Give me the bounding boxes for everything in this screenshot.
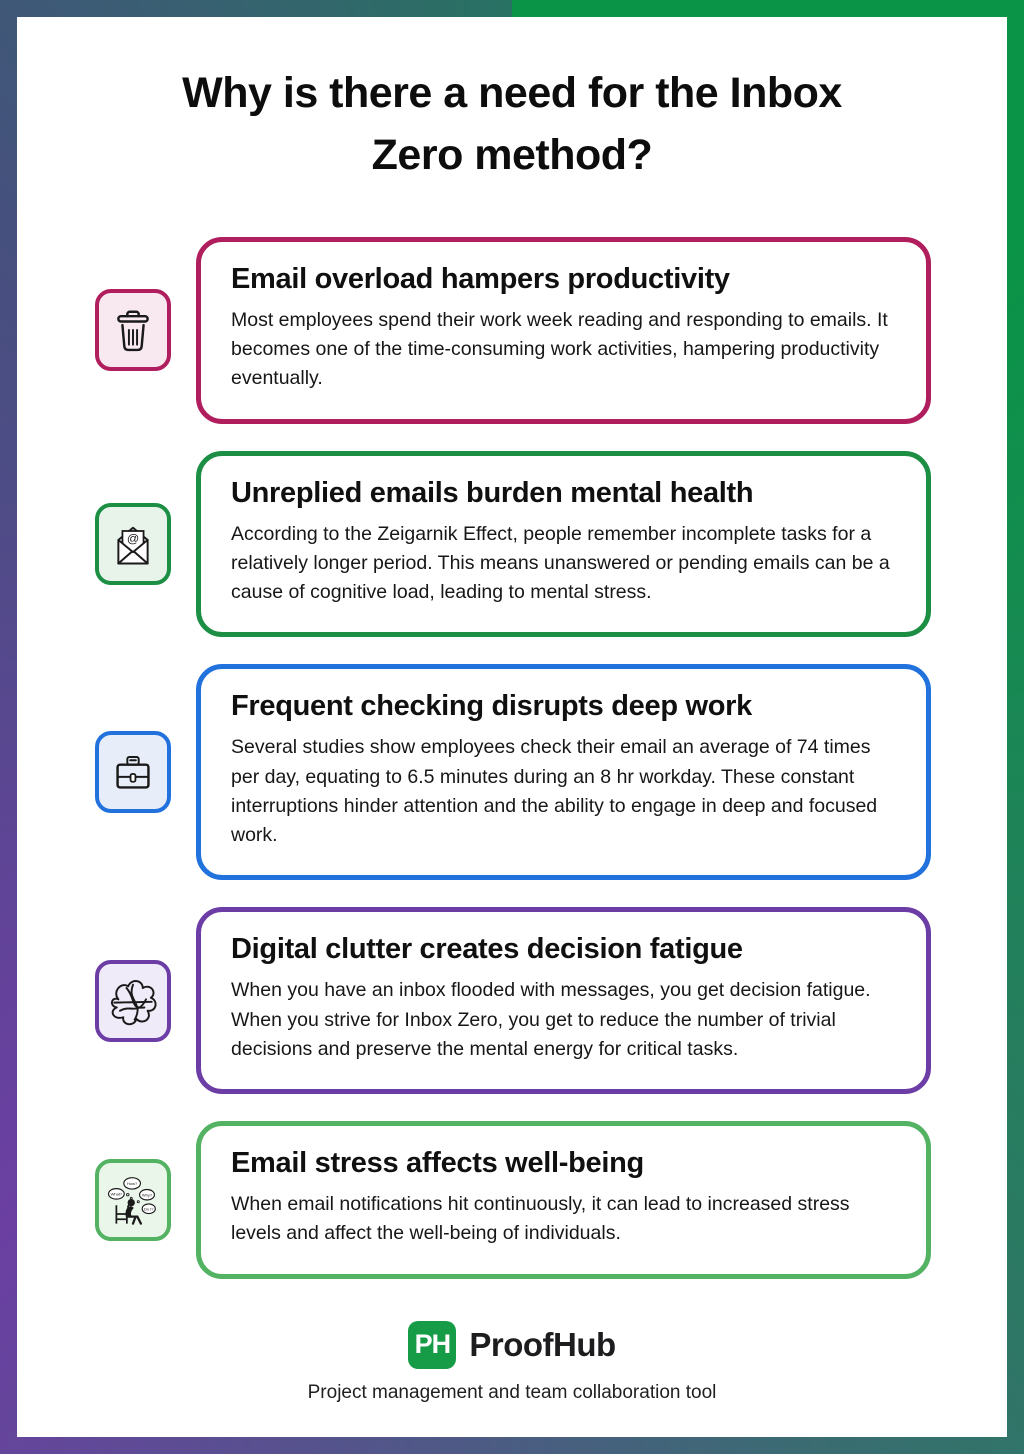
open-email-icon-tile bbox=[95, 503, 171, 585]
card-email-overload bbox=[196, 237, 931, 424]
tangle-icon bbox=[107, 975, 159, 1027]
card-title: Frequent checking disrupts deep work bbox=[231, 690, 752, 723]
proofhub-logo-icon: PH bbox=[408, 1321, 456, 1369]
stressed-person-icon-tile bbox=[95, 1159, 171, 1241]
card-row-unreplied-emails bbox=[95, 451, 931, 638]
card-row-email-overload bbox=[95, 237, 931, 424]
card-email-stress bbox=[196, 1121, 931, 1279]
svg-text:What?: What? bbox=[110, 1191, 123, 1197]
trash-icon bbox=[107, 304, 159, 356]
card-unreplied-emails bbox=[196, 451, 931, 638]
brand-name: ProofHub bbox=[469, 1325, 616, 1363]
card-row-email-stress bbox=[95, 1121, 931, 1279]
open-email-icon bbox=[107, 518, 159, 570]
svg-text:@: @ bbox=[126, 531, 140, 546]
card-body: Several studies show employees check their email an average of 74 times per day, equating to 6.5 minutes during an 8 hr workday. These constant interruptions hinder attention and the ability to engage in deep and focused work. bbox=[231, 736, 878, 847]
card-digital-clutter bbox=[196, 907, 931, 1094]
stressed-person-icon bbox=[105, 1172, 161, 1228]
card-body: When email notifications hit continuously, it can lead to increased stress levels and affect the well-being of individuals. bbox=[231, 1193, 850, 1245]
page-title-line1: Why is there a need for the Inbox bbox=[182, 69, 842, 117]
card-title: Email stress affects well-being bbox=[231, 1147, 644, 1180]
svg-text:Why?: Why? bbox=[141, 1192, 153, 1198]
tangle-icon-tile bbox=[95, 960, 171, 1042]
trash-icon-tile bbox=[95, 289, 171, 371]
svg-text:How?: How? bbox=[126, 1180, 138, 1186]
briefcase-icon bbox=[107, 746, 159, 798]
card-title: Digital clutter creates decision fatigue bbox=[231, 933, 743, 966]
card-title: Email overload hampers productivity bbox=[231, 262, 730, 295]
svg-text:Do I?: Do I? bbox=[143, 1206, 154, 1212]
proofhub-logo bbox=[408, 1321, 615, 1369]
footer-tagline: Project management and team collaboration tool bbox=[307, 1381, 717, 1403]
infographic-page bbox=[17, 17, 1007, 1437]
card-list bbox=[17, 237, 1007, 1279]
page-title-line2: Zero method? bbox=[371, 130, 653, 179]
card-body: When you have an inbox flooded with messages, you get decision fatigue. When you strive for Inbox Zero, you get to reduce the number of trivial decisions and preserve the mental energy for critical tasks. bbox=[231, 979, 871, 1060]
card-row-digital-clutter bbox=[95, 907, 931, 1094]
card-frequent-checking bbox=[196, 664, 931, 880]
card-body: Most employees spend their work week reading and responding to emails. It becomes one of the time-consuming work activities, hampering productivity eventually. bbox=[231, 308, 888, 390]
page-title bbox=[17, 63, 1007, 187]
footer bbox=[17, 1321, 1007, 1404]
card-title: Unreplied emails burden mental health bbox=[231, 476, 754, 509]
card-row-frequent-checking bbox=[95, 664, 931, 880]
card-body: According to the Zeigarnik Effect, people remember incomplete tasks for a relatively longer period. This means unanswered or pending emails can be a cause of cognitive load, leading to mental stress. bbox=[231, 522, 890, 604]
briefcase-icon-tile bbox=[95, 731, 171, 813]
